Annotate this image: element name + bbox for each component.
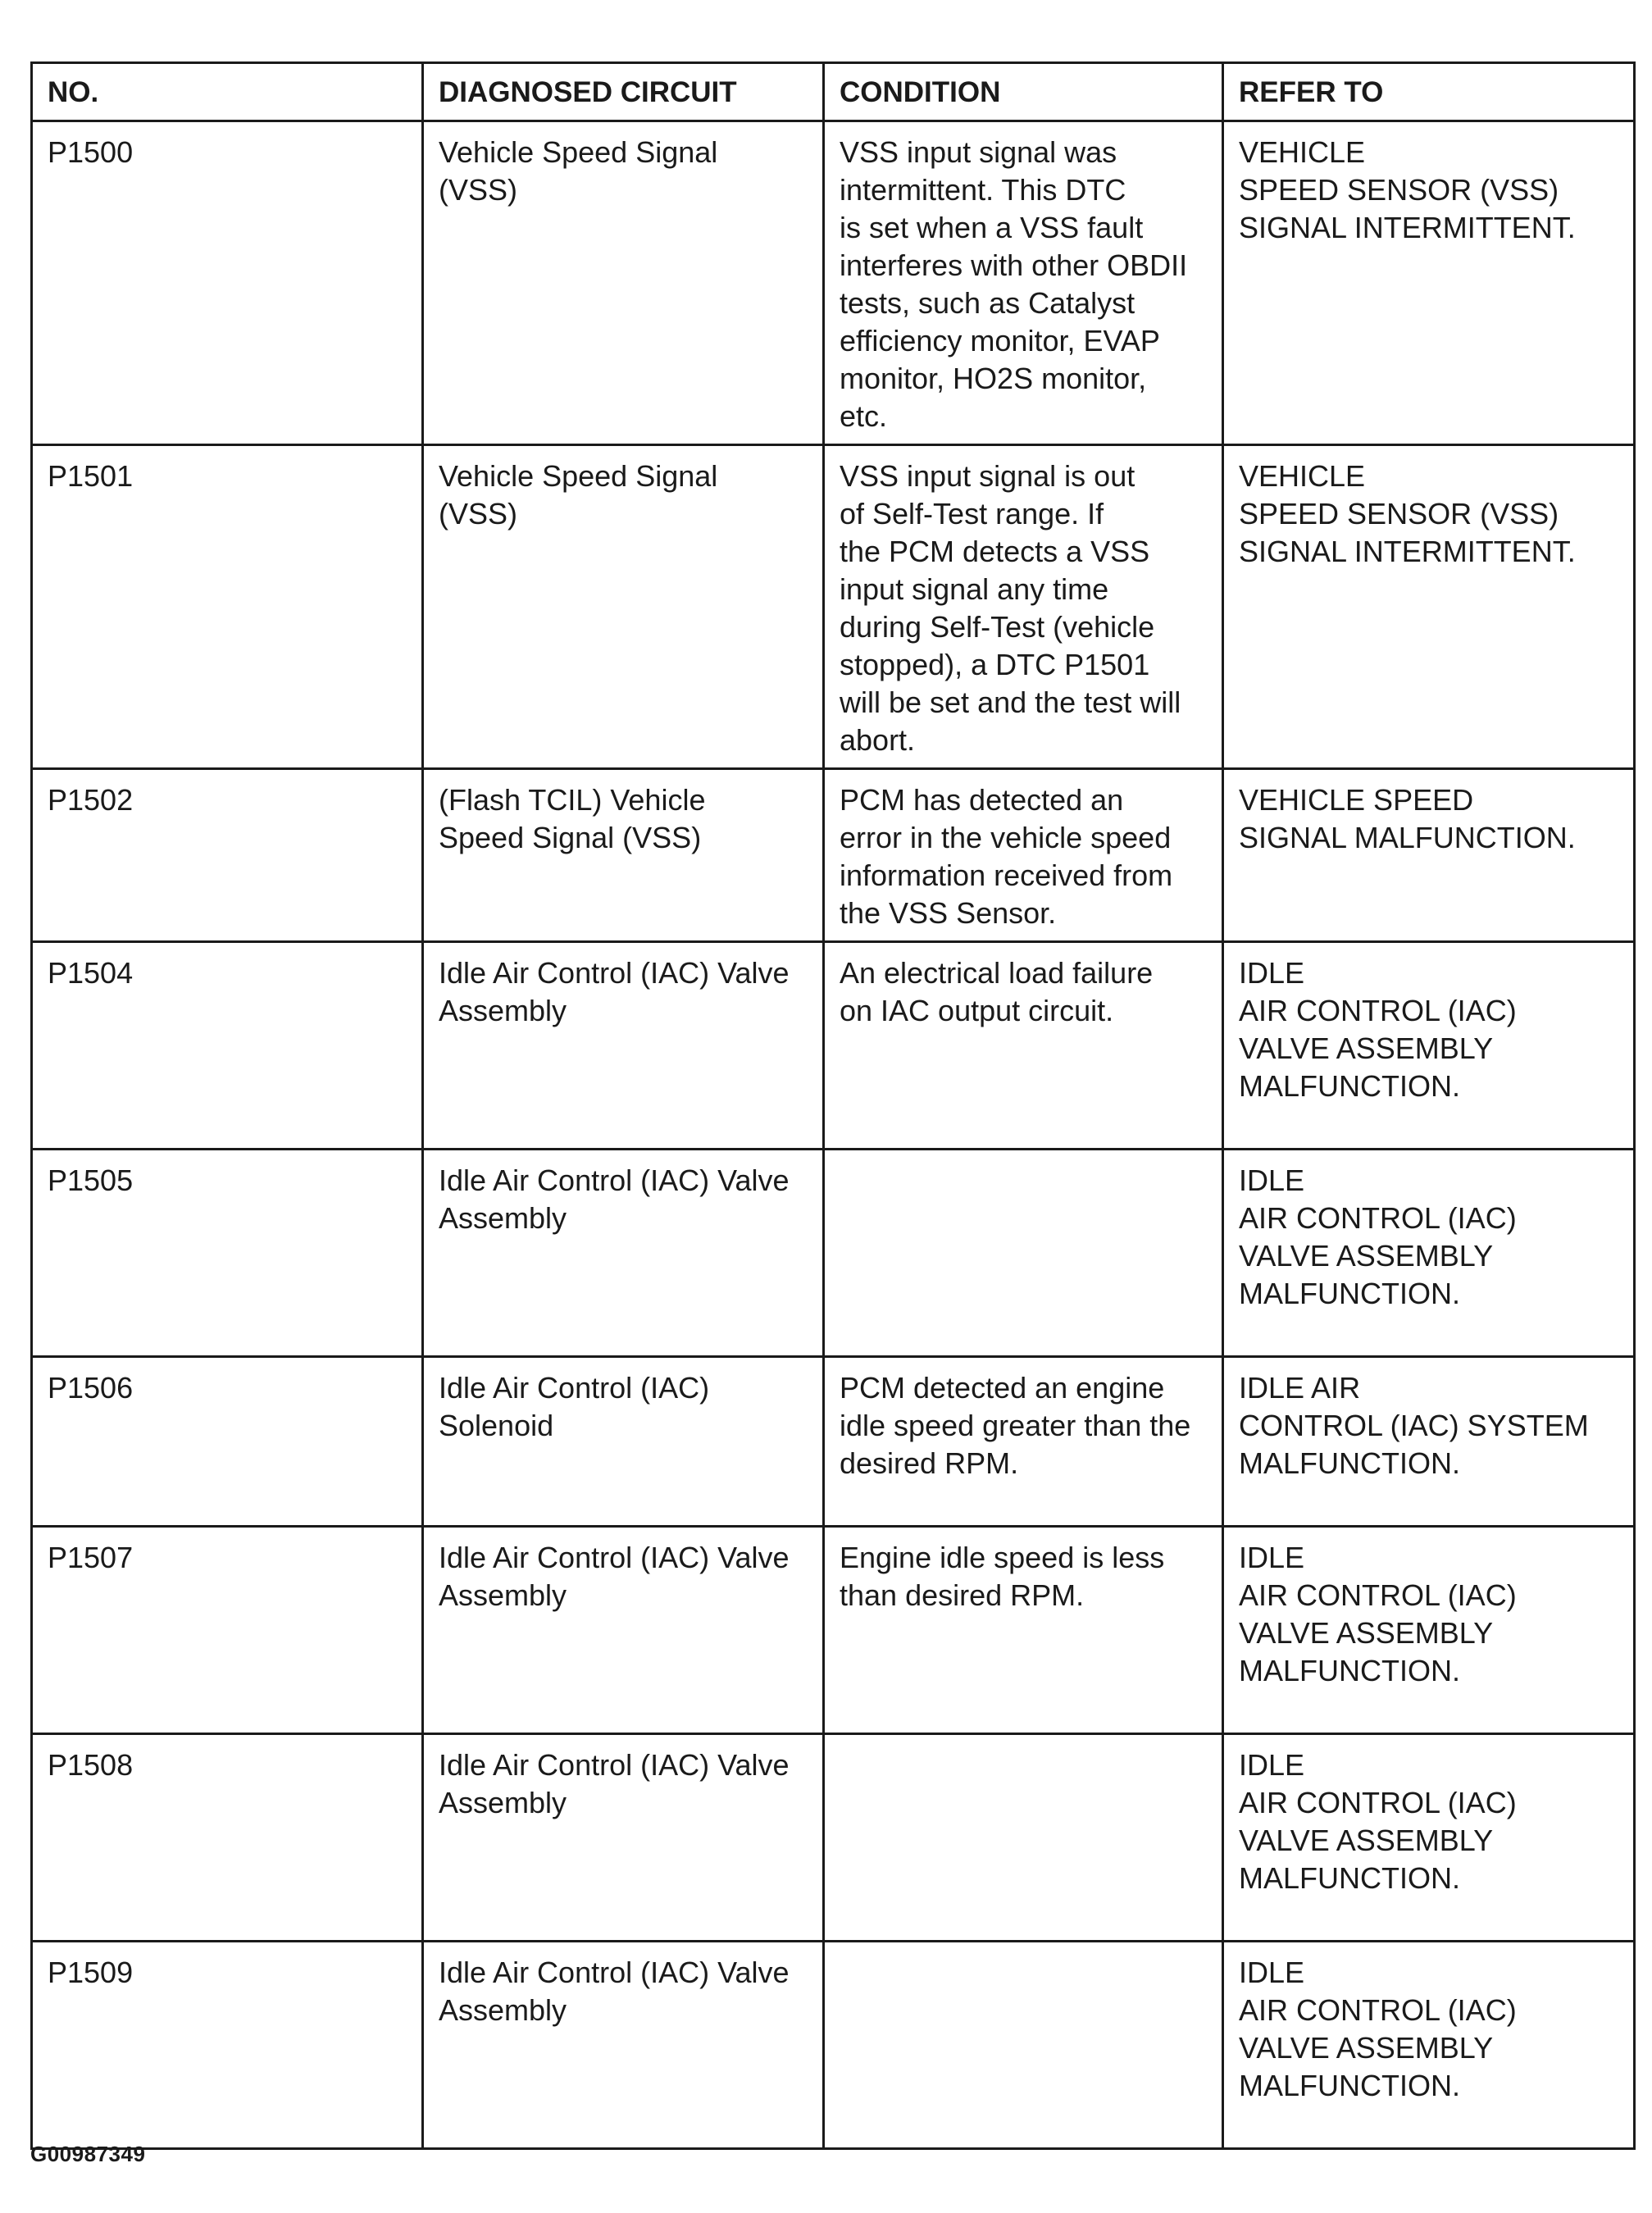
- table-row: [32, 1150, 1635, 1357]
- cell-refer: IDLE AIR CONTROL (IAC) SYSTEM MALFUNCTION.: [1223, 1357, 1635, 1527]
- cell-circuit: Idle Air Control (IAC) Valve Assembly: [423, 1150, 824, 1357]
- cell-condition: An electrical load failure on IAC output circuit.: [824, 942, 1223, 1150]
- cell-no: P1507: [32, 1527, 423, 1734]
- cell-condition: PCM has detected an error in the vehicle speed information received from the VSS Sensor.: [824, 769, 1223, 942]
- table-row: [32, 942, 1635, 1150]
- cell-refer: IDLE AIR CONTROL (IAC) VALVE ASSEMBLY MALFUNCTION.: [1223, 1942, 1635, 2149]
- cell-no: P1504: [32, 942, 423, 1150]
- table-header-row: [32, 63, 1635, 121]
- cell-refer: IDLE AIR CONTROL (IAC) VALVE ASSEMBLY MALFUNCTION.: [1223, 1150, 1635, 1357]
- document-page: [30, 61, 1633, 2150]
- cell-refer: VEHICLE SPEED SENSOR (VSS) SIGNAL INTERMITTENT.: [1223, 121, 1635, 445]
- cell-refer: IDLE AIR CONTROL (IAC) VALVE ASSEMBLY MALFUNCTION.: [1223, 1734, 1635, 1942]
- cell-no: P1501: [32, 445, 423, 769]
- cell-no: P1508: [32, 1734, 423, 1942]
- cell-no: P1509: [32, 1942, 423, 2149]
- cell-condition: PCM detected an engine idle speed greater than the desired RPM.: [824, 1357, 1223, 1527]
- dtc-table: [30, 61, 1636, 2150]
- cell-circuit: Idle Air Control (IAC) Valve Assembly: [423, 1942, 824, 2149]
- cell-circuit: Vehicle Speed Signal (VSS): [423, 445, 824, 769]
- cell-circuit: Idle Air Control (IAC) Valve Assembly: [423, 1734, 824, 1942]
- table-row: [32, 1527, 1635, 1734]
- cell-circuit: (Flash TCIL) Vehicle Speed Signal (VSS): [423, 769, 824, 942]
- header-refer-to: REFER TO: [1223, 63, 1635, 121]
- cell-refer: IDLE AIR CONTROL (IAC) VALVE ASSEMBLY MALFUNCTION.: [1223, 1527, 1635, 1734]
- cell-no: P1500: [32, 121, 423, 445]
- cell-no: P1506: [32, 1357, 423, 1527]
- cell-no: P1502: [32, 769, 423, 942]
- cell-condition: Engine idle speed is less than desired RPM.: [824, 1527, 1223, 1734]
- cell-condition: [824, 1734, 1223, 1942]
- cell-circuit: Idle Air Control (IAC) Solenoid: [423, 1357, 824, 1527]
- cell-circuit: Idle Air Control (IAC) Valve Assembly: [423, 942, 824, 1150]
- table-row: [32, 445, 1635, 769]
- cell-condition: [824, 1150, 1223, 1357]
- cell-no: P1505: [32, 1150, 423, 1357]
- figure-id: G00987349: [30, 2142, 146, 2166]
- cell-refer: VEHICLE SPEED SENSOR (VSS) SIGNAL INTERMITTENT.: [1223, 445, 1635, 769]
- table-row: [32, 121, 1635, 445]
- table-row: [32, 1734, 1635, 1942]
- cell-condition: VSS input signal was intermittent. This DTC is set when a VSS fault interferes with other OBDII tests, such as Catalyst efficiency monitor, EVAP monitor, HO2S monitor, etc.: [824, 121, 1223, 445]
- table-row: [32, 769, 1635, 942]
- table-row: [32, 1942, 1635, 2149]
- cell-condition: [824, 1942, 1223, 2149]
- cell-refer: VEHICLE SPEED SIGNAL MALFUNCTION.: [1223, 769, 1635, 942]
- header-no: NO.: [32, 63, 423, 121]
- header-diagnosed-circuit: DIAGNOSED CIRCUIT: [423, 63, 824, 121]
- cell-refer: IDLE AIR CONTROL (IAC) VALVE ASSEMBLY MALFUNCTION.: [1223, 942, 1635, 1150]
- header-condition: CONDITION: [824, 63, 1223, 121]
- cell-circuit: Idle Air Control (IAC) Valve Assembly: [423, 1527, 824, 1734]
- cell-circuit: Vehicle Speed Signal (VSS): [423, 121, 824, 445]
- table-row: [32, 1357, 1635, 1527]
- cell-condition: VSS input signal is out of Self-Test range. If the PCM detects a VSS input signal any time during Self-Test (vehicle stopped), a DTC P1501 will be set and the test will abort.: [824, 445, 1223, 769]
